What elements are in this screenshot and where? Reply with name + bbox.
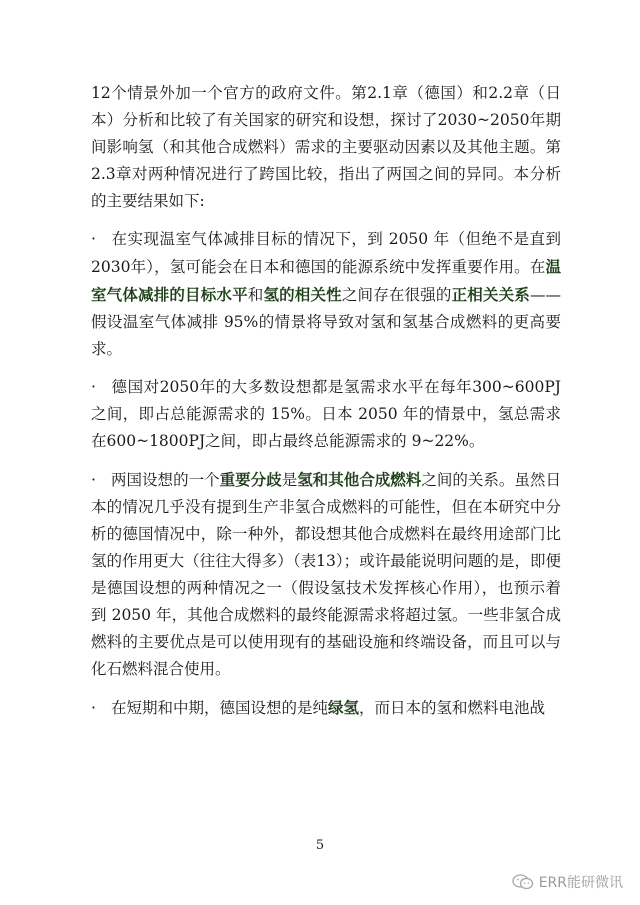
paragraph-text: ，而日本的氢和燃料电池战 xyxy=(359,699,546,717)
emphasis-text: 绿氢 xyxy=(328,698,360,717)
paragraph-text: 在实现温室气体减排目标的情况下，到 2050 年（但绝不是直到2030年），氢可能会在日本和德国的能源系统中发挥重要作用。在 xyxy=(91,230,561,276)
paragraph-text: 之间存在很强的 xyxy=(341,286,452,304)
watermark xyxy=(512,872,623,892)
paragraph xyxy=(91,374,561,455)
bullet-marker: · xyxy=(91,230,96,248)
paragraph-text: 和 xyxy=(247,286,264,304)
watermark-label: ERR能研微讯 xyxy=(538,875,623,891)
paragraph-text: 12个情景外加一个官方的政府文件。第2.1章（德国）和2.2章（日本）分析和比较了有关国家的研究和设想，探讨了2030~2050年期间影响氢（和其他合成燃料）需求的主要驱动因素以及其他主题。第2.3章对两种情况进行了跨国比较，指出了两国之间的异同。本分析的主要结果如下: xyxy=(91,84,561,210)
emphasis-text: 温室气体减排的目标水平 xyxy=(91,257,561,304)
page-number: 5 xyxy=(315,838,325,853)
wechat-icon xyxy=(512,874,534,890)
bullet-marker: · xyxy=(91,699,96,717)
bullet-marker: · xyxy=(91,471,96,489)
bullet-marker: · xyxy=(91,378,96,396)
paragraph xyxy=(91,694,561,722)
emphasis-text: 正相关关系 xyxy=(451,285,530,304)
paragraph xyxy=(91,226,561,363)
paragraph-text: 两国设想的一个 xyxy=(111,471,220,489)
paragraph-text: ——假设温室气体减排 95%的情景将导致对氢和氢基合成燃料的更高要求。 xyxy=(91,286,561,358)
document-body xyxy=(91,80,561,733)
emphasis-text: 重要分歧 xyxy=(219,470,282,489)
emphasis-text: 氢和其他合成燃料 xyxy=(297,470,422,489)
paragraph xyxy=(91,80,561,215)
paragraph-text: 德国对2050年的大多数设想都是氢需求水平在每年300~600PJ之间，即占总能源需求的 15%。日本 2050 年的情景中，氢总需求在600~1800PJ之间，即占最终总能源需求的 9~22%。 xyxy=(91,378,561,450)
paragraph-text: 之间的关系。虽然日本的情况几乎没有提到生产非氢合成燃料的可能性，但在本研究中分析的德国情况中，除一种外，都设想其他合成燃料在最终用途部门比氢的作用更大（往往大得多）（表13）；或许最能说明问题的是，即便是德国设想的两种情况之一（假设氢技术发挥核心作用），也预示着到 2050 年，其他合成燃料的最终能源需求将超过氢。一些非氢合成燃料的主要优点是可以使用现有的基础设施和终端设备，而且可以与化石燃料混合使用。 xyxy=(91,471,561,678)
paragraph-text: 是 xyxy=(281,471,298,489)
emphasis-text: 氢的相关性 xyxy=(263,285,342,304)
paragraph xyxy=(91,466,561,683)
paragraph-text: 在短期和中期，德国设想的是纯 xyxy=(111,699,329,717)
